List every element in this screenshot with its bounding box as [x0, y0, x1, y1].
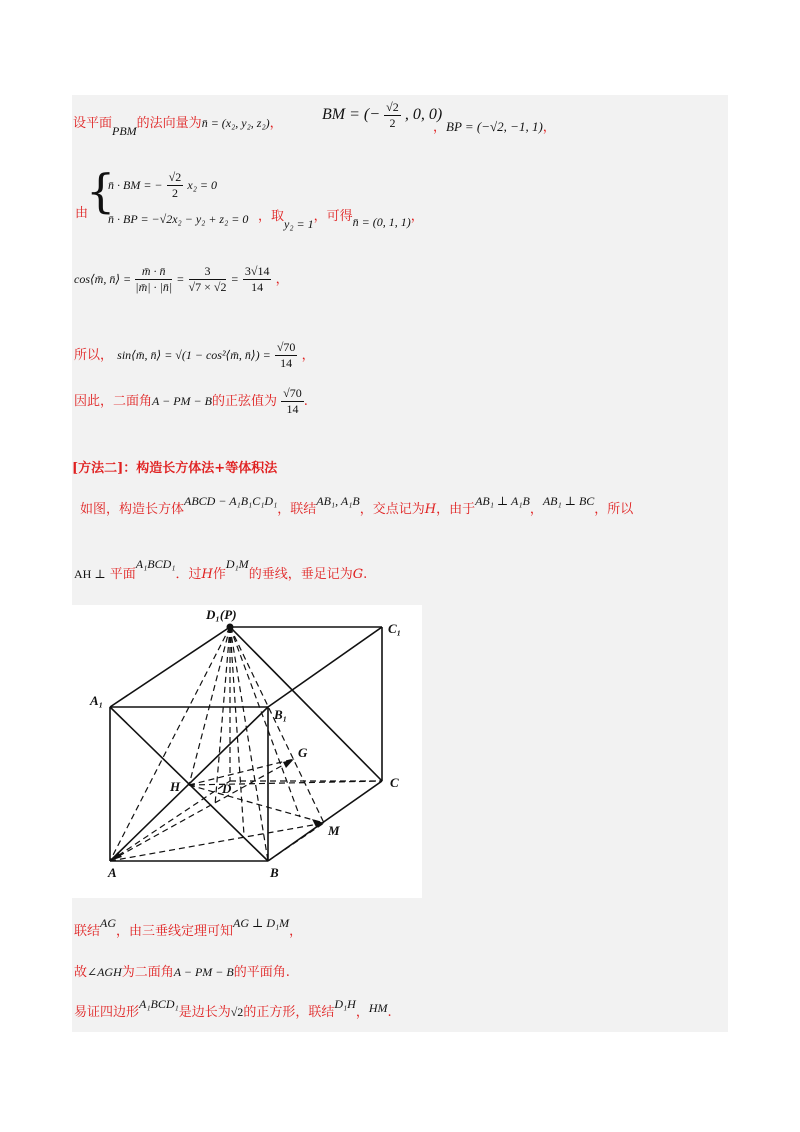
- f3-den: 14: [251, 280, 264, 294]
- comma: ，: [301, 348, 315, 363]
- eq1-num: √2: [168, 170, 182, 184]
- text: 故: [74, 965, 88, 980]
- connect-ag-line: [74, 916, 303, 941]
- text: 如图，构造长方体: [80, 502, 185, 517]
- normal-vector-def: n̄ = (x₂, y₂, z₂): [201, 116, 270, 130]
- text: ．过: [175, 567, 202, 582]
- period: .: [303, 394, 308, 409]
- line-d1b: [230, 627, 268, 861]
- lead-text: 因此，二面角: [74, 394, 153, 409]
- eq2: n̄ · BP = −√2x₂ − y₂ + z₂ = 0: [108, 212, 249, 226]
- point-h: H: [201, 567, 213, 582]
- cos-line: [74, 264, 289, 295]
- plane-angle-line: [74, 963, 290, 982]
- label-a: A: [108, 865, 117, 880]
- cos-frac-3: [243, 264, 272, 295]
- construct-line: [80, 494, 634, 519]
- dihedral-angle: A − PM − B: [152, 394, 212, 408]
- answer-fraction: [281, 386, 304, 417]
- comma: ，: [275, 272, 289, 287]
- bm-right: , 0, 0): [404, 106, 443, 123]
- period: .: [363, 567, 368, 582]
- side-length: √2: [230, 1005, 244, 1019]
- text: 为二面角: [121, 965, 174, 980]
- comma: ，: [542, 120, 556, 135]
- d1m: D₁M: [225, 557, 249, 571]
- box-name: ABCD − A₁B₁C₁D₁: [184, 494, 278, 508]
- n-value: n̄ = (0, 1, 1): [352, 215, 411, 229]
- text: ，交点记为: [359, 502, 425, 517]
- text: ，所以: [594, 502, 634, 517]
- answer-den: 14: [286, 402, 299, 416]
- bm-num: √2: [386, 100, 399, 114]
- line-bm: [268, 823, 324, 861]
- point-g: G: [352, 567, 364, 582]
- segments: AB₁, A₁B: [316, 494, 360, 508]
- label-g: G: [298, 745, 308, 760]
- lead-text: 由: [75, 206, 89, 221]
- text: ，由于: [436, 502, 476, 517]
- plane-name: PBM: [112, 124, 137, 138]
- hm: HM: [368, 1001, 388, 1015]
- method2-heading: [72, 460, 277, 478]
- f1-num: m̄ · n̄: [135, 264, 172, 280]
- comma: ，: [410, 209, 424, 224]
- sin-fraction: [275, 340, 298, 371]
- system-equation-1: [108, 170, 217, 201]
- line-ag: [110, 759, 294, 861]
- system-equation-2: [108, 210, 248, 229]
- text: 平面: [109, 567, 136, 582]
- text: 的正方形，联结: [243, 1005, 335, 1020]
- comma: ，: [433, 120, 447, 135]
- cos-frac-1: [135, 264, 172, 295]
- heading-text: [方法二]：构造长方体法+等体积法: [72, 461, 278, 476]
- take-text: ，取: [258, 209, 285, 224]
- text-by: [75, 205, 88, 223]
- edge-c1b1: [268, 627, 382, 707]
- dash-fan-1: [215, 627, 230, 805]
- eq1-right: x₂ = 0: [187, 178, 218, 192]
- angle-agh: ∠AGH: [87, 965, 122, 979]
- equals: =: [230, 272, 239, 286]
- f2-num: 3: [189, 264, 227, 280]
- sin-den: 14: [280, 356, 293, 370]
- answer-num: √70: [283, 386, 302, 400]
- text: ，联结: [277, 502, 317, 517]
- conclusion-line: [74, 386, 308, 417]
- normal-vector-line: [73, 114, 283, 138]
- label-h: H: [170, 779, 181, 794]
- label-d1p: D₁(P): [206, 607, 237, 622]
- eq1-fraction: [167, 170, 184, 201]
- vector-bp: [433, 118, 556, 137]
- text: ，由三垂线定理可知: [116, 924, 234, 939]
- label-b: B: [270, 865, 279, 880]
- text: 作: [212, 567, 226, 582]
- text-set-plane: 设平面: [73, 116, 113, 131]
- cuboid-diagram: [72, 605, 422, 898]
- comma: ，: [355, 1005, 369, 1020]
- y2-value: y₂ = 1: [284, 217, 314, 231]
- vector-bm: [322, 100, 442, 131]
- equals: =: [176, 272, 185, 286]
- square-line: [74, 997, 392, 1022]
- cos-frac-2: [189, 264, 227, 295]
- perpendicular-line: [74, 557, 368, 584]
- line-d1m: [230, 627, 324, 823]
- label-c: C: [390, 775, 399, 790]
- take-y2: [258, 207, 424, 231]
- eq1-den: 2: [171, 186, 178, 200]
- mid-text: 的正弦值为: [211, 394, 277, 409]
- text: 的垂线，垂足记为: [248, 567, 353, 582]
- dihedral: A − PM − B: [173, 965, 234, 979]
- text: 联结: [74, 924, 101, 939]
- cuboid-figure: [72, 605, 422, 898]
- ah-perp: AH ⊥: [74, 567, 106, 581]
- comma: ，: [269, 116, 283, 131]
- comma: ，: [289, 924, 303, 939]
- cos-left: cos⟨m̄, n̄⟩ =: [74, 272, 132, 286]
- ag: AG: [100, 916, 117, 930]
- bm-den: 2: [389, 116, 396, 130]
- text: 是边长为: [178, 1005, 231, 1020]
- comma: ，: [529, 502, 543, 517]
- eq1-left: n̄ · BM = −: [108, 178, 163, 192]
- text: 的平面角.: [233, 965, 290, 980]
- line-d1a: [110, 627, 230, 861]
- label-a1: A₁: [90, 693, 104, 708]
- perp-2: AB₁ ⊥ BC: [542, 494, 595, 508]
- bm-fraction: [384, 100, 401, 131]
- vertex-d1: [227, 624, 234, 631]
- label-c1: C₁: [388, 621, 402, 636]
- bm-left: BM = (−: [322, 106, 381, 123]
- perp-1: AB₁ ⊥ A₁B: [475, 494, 530, 508]
- bp-vector: BP = (−√2, −1, 1): [446, 119, 543, 134]
- f3-num: 3√14: [244, 264, 270, 278]
- label-b1: B₁: [274, 707, 288, 722]
- get-text: ，可得: [313, 209, 353, 224]
- f2-den: √7 × √2: [188, 280, 227, 294]
- lead-text: 所以，: [74, 348, 114, 363]
- ag-perp: AG ⊥ D₁M: [233, 916, 290, 930]
- f1-den: |m̄| · |n̄|: [135, 280, 173, 294]
- sin-num: √70: [276, 340, 296, 354]
- text: 易证四边形: [74, 1005, 140, 1020]
- quad: A₁BCD₁: [139, 997, 179, 1011]
- sin-line: [74, 340, 315, 371]
- d1h: D₁H: [334, 997, 356, 1011]
- period: .: [387, 1005, 392, 1020]
- text-normal-vector: 的法向量为: [136, 116, 202, 131]
- system-brace: {: [86, 164, 116, 218]
- point-h: H: [424, 502, 437, 517]
- sin-left: sin⟨m̄, n̄⟩ = √(1 − cos²⟨m̄, n̄⟩) =: [117, 348, 271, 362]
- label-m: M: [328, 823, 340, 838]
- label-d: D: [222, 781, 232, 796]
- plane: A₁BCD₁: [135, 557, 176, 571]
